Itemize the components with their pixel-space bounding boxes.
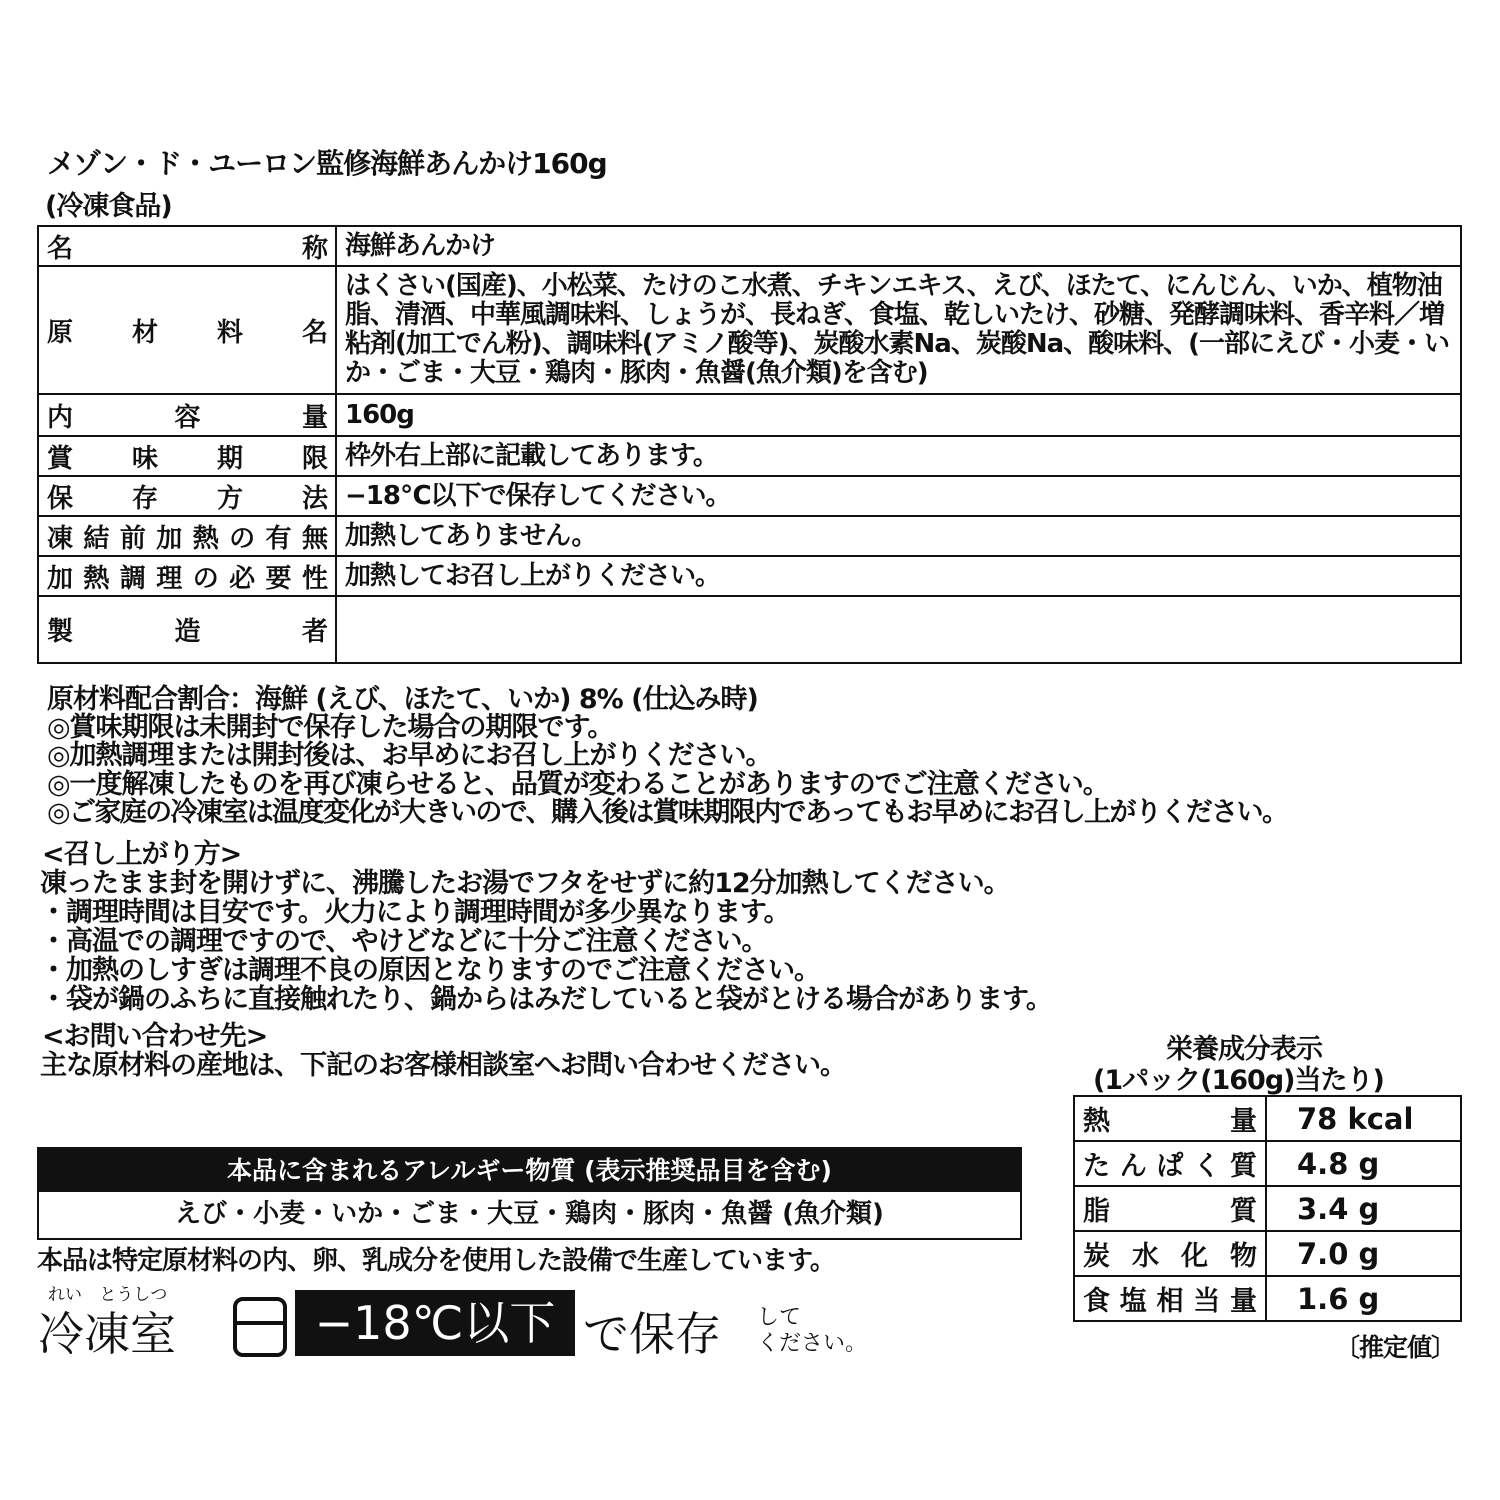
table-row: [38, 226, 1461, 266]
howto-line: ・袋が鍋のふちに直接触れたり、鍋からはみだしていると袋がとける場合があります。: [40, 984, 1052, 1015]
storage-small: して: [757, 1305, 802, 1330]
freezer-icon: [233, 1297, 287, 1357]
table-row: [38, 516, 1461, 556]
table-row: [38, 556, 1461, 596]
table-row: [1074, 1231, 1461, 1276]
howto-heading: <召し上がり方>: [42, 839, 242, 870]
row-label: 名称: [38, 226, 336, 266]
row-value: 加熱してありません。: [336, 516, 1461, 556]
storage-temp: −18℃以下: [295, 1290, 575, 1356]
nutrition-title: 栄養成分表示: [1166, 1034, 1322, 1065]
nutrient-value: 78 kcal: [1266, 1096, 1461, 1141]
row-label: 保存方法: [38, 476, 336, 516]
nutrient-value: 1.6 g: [1266, 1276, 1461, 1321]
row-value: はくさい(国産)、小松菜、たけのこ水煮、チキンエキス、えび、ほたて、にんじん、いか、植物油脂、清酒、中華風調味料、しょうが、長ねぎ、食塩、乾しいたけ、砂糖、発酵調味料、香辛料／増粘剤(加工でん粉)、調味料(アミノ酸等)、炭酸水素Na、炭酸Na、酸味料、(一部にえび・小麦・いか・ごま・大豆・鶏肉・豚肉・魚醤(魚介類)を含む): [336, 266, 1461, 394]
table-row: [1074, 1096, 1461, 1141]
allergy-heading: 本品に含まれるアレルギー物質 (表示推奨品目を含む): [39, 1149, 1020, 1192]
row-label: 内容量: [38, 394, 336, 436]
howto-line: ・高温での調理ですので、やけどなどに十分ご注意ください。: [40, 926, 768, 957]
nutrition-per: (1パック(160g)当たり): [1093, 1065, 1384, 1096]
row-value: 枠外右上部に記載してあります。: [336, 436, 1461, 476]
nutrient-value: 3.4 g: [1266, 1186, 1461, 1231]
row-value: 160g: [336, 394, 1461, 436]
nutrient-label: たんぱく質: [1074, 1141, 1266, 1186]
note: ◎賞味期限は未開封で保存した場合の期限です。: [47, 712, 614, 743]
row-value: 加熱してお召し上がりください。: [336, 556, 1461, 596]
product-title: メゾン・ド・ユーロン監修海鮮あんかけ160g: [47, 147, 607, 180]
table-row: [1074, 1141, 1461, 1186]
product-subtitle: (冷凍食品): [45, 191, 172, 222]
table-row: [38, 266, 1461, 394]
row-label: 凍結前加熱の有無: [38, 516, 336, 556]
nutrient-label: 食塩相当量: [1074, 1276, 1266, 1321]
table-row: [38, 596, 1461, 663]
note: ◎ご家庭の冷凍室は温度変化が大きいので、購入後は賞味期限内であってもお早めにお召し上がりください。: [47, 797, 1288, 828]
nutrition-table: [1073, 1095, 1462, 1322]
row-label: 加熱調理の必要性: [38, 556, 336, 596]
row-value: −18℃以下で保存してください。: [336, 476, 1461, 516]
howto-line: ・調理時間は目安です。火力により調理時間が多少異なります。: [40, 897, 790, 928]
storage-ruby: れい とうしつ: [48, 1285, 168, 1305]
table-row: [38, 476, 1461, 516]
label-table: [37, 225, 1462, 664]
nutrient-label: 脂質: [1074, 1186, 1266, 1231]
nutrient-value: 7.0 g: [1266, 1231, 1461, 1276]
table-row: [1074, 1186, 1461, 1231]
nutrition-note: 〔推定値〕: [1335, 1333, 1456, 1362]
ingredient-ratio: 原材料配合割合：海鮮 (えび、ほたて、いか) 8% (仕込み時): [47, 684, 758, 715]
table-row: [38, 394, 1461, 436]
allergy-box: [37, 1147, 1022, 1240]
nutrient-label: 炭水化物: [1074, 1231, 1266, 1276]
note: ◎一度解凍したものを再び凍らせると、品質が変わることがありますのでご注意ください。: [47, 769, 1109, 800]
allergy-items: えび・小麦・いか・ごま・大豆・鶏肉・豚肉・魚醤 (魚介類): [175, 1199, 884, 1229]
row-value: [336, 596, 1461, 663]
row-label: 賞味期限: [38, 436, 336, 476]
table-row: [1074, 1276, 1461, 1321]
row-value: 海鮮あんかけ: [336, 226, 1461, 266]
row-label: 原材料名: [38, 266, 336, 394]
contact-heading: <お問い合わせ先>: [42, 1021, 268, 1052]
facility-note: 本品は特定原材料の内、卵、乳成分を使用した設備で生産しています。: [37, 1246, 835, 1276]
row-label: 製造者: [38, 596, 336, 663]
nutrient-label: 熱量: [1074, 1096, 1266, 1141]
howto-line: ・加熱のしすぎは調理不良の原因となりますのでご注意ください。: [40, 955, 820, 986]
nutrient-value: 4.8 g: [1266, 1141, 1461, 1186]
storage-tail: で保存: [583, 1307, 721, 1361]
howto-line: 凍ったまま封を開けずに、沸騰したお湯でフタをせずに約12分加熱してください。: [40, 868, 1010, 899]
contact-text: 主な原材料の産地は、下記のお客様相談室へお問い合わせください。: [40, 1050, 846, 1081]
storage-small: ください。: [757, 1331, 868, 1356]
note: ◎加熱調理または開封後は、お早めにお召し上がりください。: [47, 740, 772, 771]
table-row: [38, 436, 1461, 476]
storage-word: 冷凍室: [38, 1307, 176, 1361]
